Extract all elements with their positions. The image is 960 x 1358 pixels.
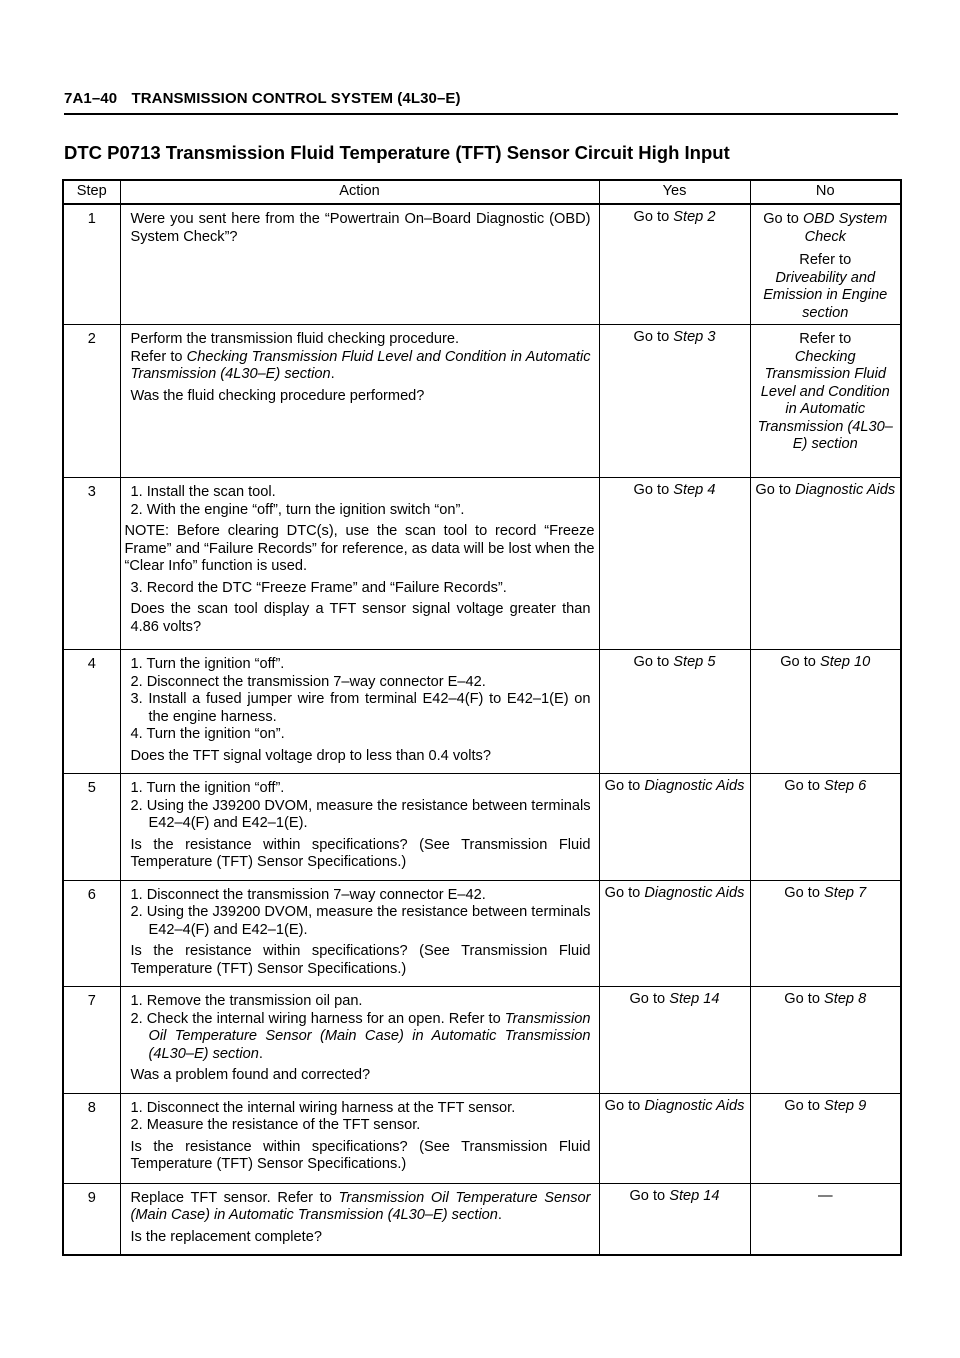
table-row bbox=[63, 987, 901, 1094]
table-row bbox=[63, 774, 901, 881]
table-row bbox=[63, 204, 901, 325]
action-cell: Perform the transmission fluid checking procedure. Refer to Checking Transmission Fluid Level and Condition in Automatic Transmission (4L30–E) section. Was the fluid checking procedure performed? bbox=[120, 325, 599, 478]
action-cell bbox=[120, 987, 599, 1094]
no-cell: Go to Step 9 bbox=[750, 1093, 901, 1183]
action-steps bbox=[131, 887, 591, 940]
step-number: 7 bbox=[63, 987, 120, 1094]
no-target: Step 9 bbox=[824, 1097, 867, 1114]
yes-cell: Go to Step 14 bbox=[599, 987, 750, 1094]
list-item: 4. Turn the ignition “on”. bbox=[130, 726, 285, 742]
no-cell bbox=[750, 1183, 901, 1255]
step-number: 6 bbox=[63, 880, 120, 987]
no-target: Step 10 bbox=[819, 654, 871, 670]
action-cell bbox=[120, 204, 599, 325]
col-header-yes: Yes bbox=[599, 180, 750, 204]
yes-cell: Go to Diagnostic Aids bbox=[599, 880, 750, 987]
list-item: 1. Disconnect the transmission 7–way connector E–42. bbox=[130, 886, 486, 903]
yes-cell: Go to Step 14 bbox=[599, 1183, 750, 1255]
table-header-row bbox=[63, 180, 901, 204]
list-item: 2. Check the internal wiring harness for an open. Refer to Transmission Oil Temperature Sensor (Main Case) in Automatic Transmission (4L30–E) section. bbox=[130, 1010, 591, 1062]
action-question: Was a problem found and corrected? bbox=[130, 1067, 371, 1083]
table-row bbox=[63, 650, 901, 774]
no-target: Step 8 bbox=[824, 991, 867, 1007]
list-item: 2. With the engine “off”, turn the ignition switch “on”. bbox=[130, 501, 465, 518]
list-item: 1. Turn the ignition “off”. bbox=[130, 656, 285, 672]
list-item: 1. Install the scan tool. bbox=[130, 484, 276, 500]
yes-cell: Go to Step 2 bbox=[599, 204, 750, 325]
action-question: Is the replacement complete? bbox=[130, 1228, 322, 1245]
action-cell bbox=[120, 1093, 599, 1183]
list-item: 3. Install a fused jumper wire from terminal E42–4(F) to E42–1(E) on the engine harness. bbox=[130, 691, 591, 725]
table-row bbox=[63, 880, 901, 987]
action-text: Were you sent here from the “Powertrain On–Board Diagnostic (OBD) System Check”? bbox=[130, 211, 591, 245]
action-steps bbox=[131, 1100, 591, 1135]
yes-target: Step 2 bbox=[673, 209, 716, 225]
no-cell: Refer to Checking Transmission Fluid Level and Condition in Automatic Transmission (4L30–E) section bbox=[750, 325, 901, 478]
header-rule bbox=[64, 113, 898, 115]
col-header-step: Step bbox=[63, 180, 120, 204]
col-header-action: Action bbox=[120, 180, 599, 204]
no-reference: Driveability and Emission in Engine section bbox=[763, 269, 888, 321]
no-cell: Go to Step 6 bbox=[750, 774, 901, 881]
step-number: 4 bbox=[63, 650, 120, 774]
table-row bbox=[63, 478, 901, 650]
action-question: Was the fluid checking procedure performed? bbox=[130, 387, 425, 404]
no-target: OBD System Check bbox=[802, 211, 888, 245]
yes-target: Step 14 bbox=[669, 1187, 720, 1204]
no-cell: Go to OBD System Check Refer to Driveability and Emission in Engine section bbox=[750, 204, 901, 325]
no-target: Step 7 bbox=[824, 884, 867, 901]
table-row bbox=[63, 1093, 901, 1183]
reference-link: Checking Transmission Fluid Level and Condition in Automatic Transmission (4L30–E) section bbox=[130, 348, 591, 382]
yes-target: Step 14 bbox=[669, 991, 720, 1007]
page-header bbox=[64, 90, 900, 107]
action-question: Does the TFT signal voltage drop to less than 0.4 volts? bbox=[130, 747, 491, 764]
yes-cell: Go to Step 5 bbox=[599, 650, 750, 774]
no-cell: Go to Diagnostic Aids bbox=[750, 478, 901, 650]
action-steps bbox=[131, 656, 591, 744]
action-question: Is the resistance within specifications? (See Transmission Fluid Temperature (TFT) Sensor Specifications.) bbox=[130, 836, 591, 870]
no-cell: Go to Step 8 bbox=[750, 987, 901, 1094]
yes-target: Step 5 bbox=[673, 654, 716, 670]
list-item: 1. Disconnect the internal wiring harness at the TFT sensor. bbox=[130, 1099, 516, 1116]
page-title: DTC P0713 Transmission Fluid Temperature (TFT) Sensor Circuit High Input bbox=[64, 142, 730, 163]
step-number: 3 bbox=[63, 478, 120, 650]
yes-cell: Go to Step 4 bbox=[599, 478, 750, 650]
yes-cell: Go to Diagnostic Aids bbox=[599, 774, 750, 881]
section-title: TRANSMISSION CONTROL SYSTEM (4L30–E) bbox=[131, 90, 461, 107]
no-reference: Checking Transmission Fluid Level and Condition in Automatic Transmission (4L30–E) section bbox=[757, 348, 893, 452]
no-dash: — bbox=[817, 1187, 833, 1204]
step-number: 8 bbox=[63, 1093, 120, 1183]
no-target: Diagnostic Aids bbox=[795, 482, 896, 498]
action-question: Is the resistance within specifications? (See Transmission Fluid Temperature (TFT) Sensor Specifications.) bbox=[130, 1138, 591, 1172]
list-item: 2. Using the J39200 DVOM, measure the resistance between terminals E42–4(F) and E42–1(E). bbox=[130, 797, 591, 831]
action-question: Does the scan tool display a TFT sensor signal voltage greater than 4.86 volts? bbox=[130, 601, 591, 635]
note-text: NOTE: Before clearing DTC(s), use the scan tool to record “Freeze Frame” and “Failure Records” for reference, as data will be lost when the “Clear Info” function is used. bbox=[124, 523, 595, 574]
list-item: 1. Turn the ignition “off”. bbox=[130, 780, 285, 796]
no-cell: Go to Step 10 bbox=[750, 650, 901, 774]
yes-target: Step 3 bbox=[673, 329, 716, 345]
table-row bbox=[63, 1183, 901, 1255]
action-cell bbox=[120, 478, 599, 650]
step-number: 2 bbox=[63, 325, 120, 478]
action-question: Is the resistance within specifications? (See Transmission Fluid Temperature (TFT) Sensor Specifications.) bbox=[130, 943, 591, 977]
no-cell: Go to Step 7 bbox=[750, 880, 901, 987]
action-cell bbox=[120, 880, 599, 987]
list-item: 3. Record the DTC “Freeze Frame” and “Failure Records”. bbox=[130, 579, 507, 596]
action-cell bbox=[120, 650, 599, 774]
yes-target: Diagnostic Aids bbox=[644, 1097, 745, 1114]
yes-target: Diagnostic Aids bbox=[644, 778, 745, 794]
page-number: 7A1–40 bbox=[64, 90, 118, 107]
step-number: 1 bbox=[63, 204, 120, 325]
reference-link: Transmission Oil Temperature Sensor (Main Case) in Automatic Transmission (4L30–E) section bbox=[130, 1189, 591, 1223]
list-item: 1. Remove the transmission oil pan. bbox=[130, 993, 363, 1009]
list-item: 2. Using the J39200 DVOM, measure the resistance between terminals E42–4(F) and E42–1(E). bbox=[130, 904, 591, 938]
no-target: Step 6 bbox=[824, 778, 867, 794]
list-item: 2. Measure the resistance of the TFT sensor. bbox=[130, 1117, 421, 1133]
step-number: 5 bbox=[63, 774, 120, 881]
action-steps bbox=[131, 780, 591, 833]
action-steps bbox=[131, 580, 591, 598]
table-row bbox=[63, 325, 901, 478]
yes-cell: Go to Diagnostic Aids bbox=[599, 1093, 750, 1183]
col-header-no: No bbox=[750, 180, 901, 204]
action-steps bbox=[131, 484, 591, 519]
step-number: 9 bbox=[63, 1183, 120, 1255]
action-steps bbox=[131, 993, 591, 1063]
action-cell: Replace TFT sensor. Refer to Transmission Oil Temperature Sensor (Main Case) in Automatic Transmission (4L30–E) section. Is the replacement complete? bbox=[120, 1183, 599, 1255]
action-cell bbox=[120, 774, 599, 881]
yes-target: Diagnostic Aids bbox=[644, 884, 745, 901]
reference-link: Transmission Oil Temperature Sensor (Main Case) in Automatic Transmission (4L30–E) section bbox=[148, 1010, 591, 1062]
diagnostic-table bbox=[62, 179, 902, 1256]
list-item: 2. Disconnect the transmission 7–way connector E–42. bbox=[130, 673, 486, 690]
yes-target: Step 4 bbox=[673, 482, 716, 498]
yes-cell: Go to Step 3 bbox=[599, 325, 750, 478]
